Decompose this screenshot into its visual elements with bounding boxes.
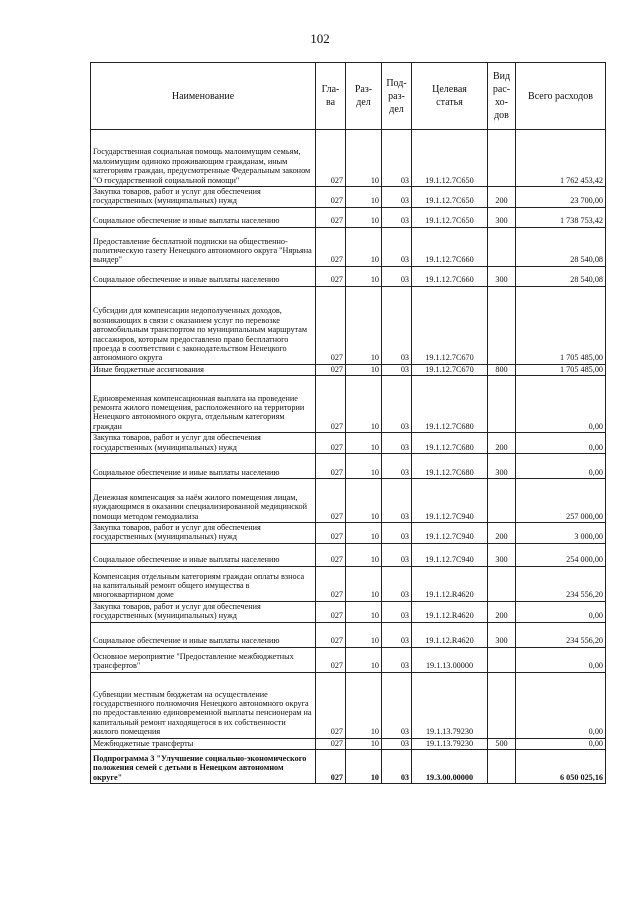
cell-target: 19.1.12.R4620 [412,622,488,647]
cell-section: 10 [346,433,382,454]
budget-table [90,62,606,784]
cell-target: 19.1.12.7С940 [412,479,488,523]
cell-section: 10 [346,601,382,622]
page-number: 102 [310,31,330,46]
cell-target: 19.1.12.R4620 [412,566,488,601]
cell-section: 10 [346,647,382,672]
cell-subsection: 03 [382,738,412,749]
cell-subsection: 03 [382,622,412,647]
cell-name: Закупка товаров, работ и услуг для обеспечения государственных (муниципальных) нужд [91,433,316,454]
cell-name: Денежная компенсация за наём жилого помещения лицам, нуждающимся в оказании специализированной медицинской помощи методом гемодиализа [91,479,316,523]
cell-total: 0,00 [516,672,606,738]
cell-subsection: 03 [382,647,412,672]
cell-chapter: 027 [316,647,346,672]
header-total: Всего расходов [516,63,606,130]
header-target: Целевая статья [412,63,488,130]
cell-name: Межбюджетные трансферты [91,738,316,749]
cell-type [488,750,516,784]
cell-type: 800 [488,364,516,375]
cell-name: Закупка товаров, работ и услуг для обеспечения государственных (муниципальных) нужд [91,187,316,208]
cell-chapter: 027 [316,601,346,622]
cell-type: 200 [488,187,516,208]
cell-section: 10 [346,672,382,738]
cell-target: 19.3.00.00000 [412,750,488,784]
cell-total: 3 000,00 [516,523,606,544]
cell-total: 6 050 025,16 [516,750,606,784]
cell-subsection: 03 [382,566,412,601]
cell-target: 19.1.12.7С680 [412,376,488,433]
header-name: Наименование [91,63,316,130]
table-row [91,647,606,672]
cell-target: 19.1.12.7С670 [412,286,488,364]
cell-subsection: 03 [382,286,412,364]
cell-type [488,286,516,364]
cell-chapter: 027 [316,738,346,749]
cell-section: 10 [346,479,382,523]
cell-type: 300 [488,454,516,479]
table-row [91,622,606,647]
table-row [91,523,606,544]
cell-section: 10 [346,286,382,364]
cell-total: 1 738 753,42 [516,207,606,227]
cell-subsection: 03 [382,207,412,227]
cell-total: 254 000,00 [516,543,606,566]
cell-chapter: 027 [316,286,346,364]
cell-subsection: 03 [382,454,412,479]
cell-chapter: 027 [316,543,346,566]
cell-chapter: 027 [316,523,346,544]
cell-target: 19.1.12.7С670 [412,364,488,375]
cell-subsection: 03 [382,266,412,286]
cell-section: 10 [346,266,382,286]
cell-chapter: 027 [316,622,346,647]
table-row [91,672,606,738]
cell-total: 234 556,20 [516,622,606,647]
cell-section: 10 [346,227,382,266]
cell-total: 1 762 453,42 [516,130,606,187]
cell-total: 1 705 485,00 [516,286,606,364]
cell-subsection: 03 [382,601,412,622]
cell-target: 19.1.12.7С940 [412,543,488,566]
table-row [91,286,606,364]
cell-type: 200 [488,523,516,544]
cell-section: 10 [346,130,382,187]
table-row [91,454,606,479]
cell-name: Предоставление бесплатной подписки на общественно-политическую газету Ненецкого автономного округа "Нярьяна вындер" [91,227,316,266]
cell-section: 10 [346,376,382,433]
table-row [91,364,606,375]
table-row [91,738,606,749]
cell-section: 10 [346,364,382,375]
cell-target: 19.1.12.7С660 [412,266,488,286]
table-row [91,479,606,523]
table-row [91,130,606,187]
table-row [91,601,606,622]
cell-section: 10 [346,750,382,784]
cell-type [488,130,516,187]
cell-chapter: 027 [316,750,346,784]
cell-name: Социальное обеспечение и иные выплаты населению [91,543,316,566]
cell-type: 200 [488,433,516,454]
cell-total: 23 700,00 [516,187,606,208]
table-row [91,543,606,566]
cell-chapter: 027 [316,266,346,286]
cell-chapter: 027 [316,672,346,738]
cell-chapter: 027 [316,227,346,266]
cell-total: 1 705 485,00 [516,364,606,375]
cell-name: Единовременная компенсационная выплата на проведение ремонта жилого помещения, расположенного на территории Ненецкого автономного округа, отдельным категориям граждан [91,376,316,433]
cell-name: Социальное обеспечение и иные выплаты населению [91,622,316,647]
cell-total: 0,00 [516,601,606,622]
cell-type [488,566,516,601]
cell-total: 0,00 [516,376,606,433]
cell-name: Закупка товаров, работ и услуг для обеспечения государственных (муниципальных) нужд [91,523,316,544]
cell-name: Субвенции местным бюджетам на осуществление государственного полномочия Ненецкого автономного округа по предоставлению единовременной выплаты пенсионерам на капитальный ремонт находящегося в их собственности жилого помещения [91,672,316,738]
table-row [91,566,606,601]
cell-section: 10 [346,523,382,544]
cell-target: 19.1.13.79230 [412,672,488,738]
cell-type [488,647,516,672]
cell-total: 0,00 [516,433,606,454]
cell-name: Основное мероприятие "Предоставление межбюджетных трансфертов" [91,647,316,672]
cell-type: 300 [488,266,516,286]
cell-section: 10 [346,454,382,479]
cell-subsection: 03 [382,433,412,454]
cell-section: 10 [346,566,382,601]
cell-subsection: 03 [382,364,412,375]
header-chapter: Гла- ва [316,63,346,130]
header-subsection: Под- раз- дел [382,63,412,130]
cell-name: Субсидии для компенсации недополученных доходов, возникающих в связи с оказанием услуг по перевозке автомобильным транспортом по муниципальным маршрутам пассажиров, которым предоставлено право бесплатного проезда в соответствии с законодательством Ненецкого автономного округа [91,286,316,364]
cell-target: 19.1.12.7С660 [412,227,488,266]
cell-type: 300 [488,543,516,566]
table-row [91,433,606,454]
cell-chapter: 027 [316,454,346,479]
header-type: Вид рас- хо- дов [488,63,516,130]
cell-total: 234 556,20 [516,566,606,601]
cell-type: 500 [488,738,516,749]
cell-type [488,227,516,266]
cell-target: 19.1.13.79230 [412,738,488,749]
cell-name: Закупка товаров, работ и услуг для обеспечения государственных (муниципальных) нужд [91,601,316,622]
cell-name: Иные бюджетные ассигнования [91,364,316,375]
cell-name: Социальное обеспечение и иные выплаты населению [91,266,316,286]
table-row [91,207,606,227]
cell-subsection: 03 [382,187,412,208]
table-row [91,266,606,286]
cell-type [488,672,516,738]
cell-chapter: 027 [316,479,346,523]
cell-name: Социальное обеспечение и иные выплаты населению [91,454,316,479]
cell-subsection: 03 [382,672,412,738]
cell-target: 19.1.12.7С680 [412,433,488,454]
cell-subsection: 03 [382,227,412,266]
cell-chapter: 027 [316,566,346,601]
cell-section: 10 [346,207,382,227]
cell-type: 300 [488,622,516,647]
cell-chapter: 027 [316,376,346,433]
cell-target: 19.1.12.R4620 [412,601,488,622]
cell-subsection: 03 [382,479,412,523]
cell-chapter: 027 [316,187,346,208]
cell-target: 19.1.13.00000 [412,647,488,672]
cell-subsection: 03 [382,130,412,187]
table-row [91,750,606,784]
cell-total: 257 000,00 [516,479,606,523]
cell-type [488,479,516,523]
cell-subsection: 03 [382,376,412,433]
cell-chapter: 027 [316,364,346,375]
cell-chapter: 027 [316,130,346,187]
cell-section: 10 [346,187,382,208]
cell-total: 0,00 [516,454,606,479]
cell-subsection: 03 [382,523,412,544]
cell-total: 0,00 [516,738,606,749]
cell-target: 19.1.12.7С650 [412,130,488,187]
cell-section: 10 [346,738,382,749]
header-section: Раз- дел [346,63,382,130]
table-body [91,130,606,784]
cell-chapter: 027 [316,207,346,227]
cell-section: 10 [346,543,382,566]
table-row [91,376,606,433]
table-row [91,227,606,266]
cell-target: 19.1.12.7С650 [412,207,488,227]
cell-subsection: 03 [382,750,412,784]
cell-chapter: 027 [316,433,346,454]
cell-target: 19.1.12.7С940 [412,523,488,544]
cell-name: Компенсация отдельным категориям граждан оплаты взноса на капитальный ремонт общего имущества в многоквартирном доме [91,566,316,601]
cell-total: 28 540,08 [516,227,606,266]
cell-type: 300 [488,207,516,227]
cell-type [488,376,516,433]
cell-section: 10 [346,622,382,647]
cell-total: 0,00 [516,647,606,672]
table-row [91,187,606,208]
cell-subsection: 03 [382,543,412,566]
cell-target: 19.1.12.7С680 [412,454,488,479]
cell-name: Социальное обеспечение и иные выплаты населению [91,207,316,227]
cell-name: Подпрограмма 3 "Улучшение социально-экономического положения семей с детьми в Ненецком автономном округе" [91,750,316,784]
table-header-row [91,63,606,130]
cell-target: 19.1.12.7С650 [412,187,488,208]
cell-name: Государственная социальная помощь малоимущим семьям, малоимущим одиноко проживающим гражданам, иным категориям граждан, предусмотренные Федеральным законом "О государственной социальной помощи" [91,130,316,187]
cell-total: 28 540,08 [516,266,606,286]
cell-type: 200 [488,601,516,622]
